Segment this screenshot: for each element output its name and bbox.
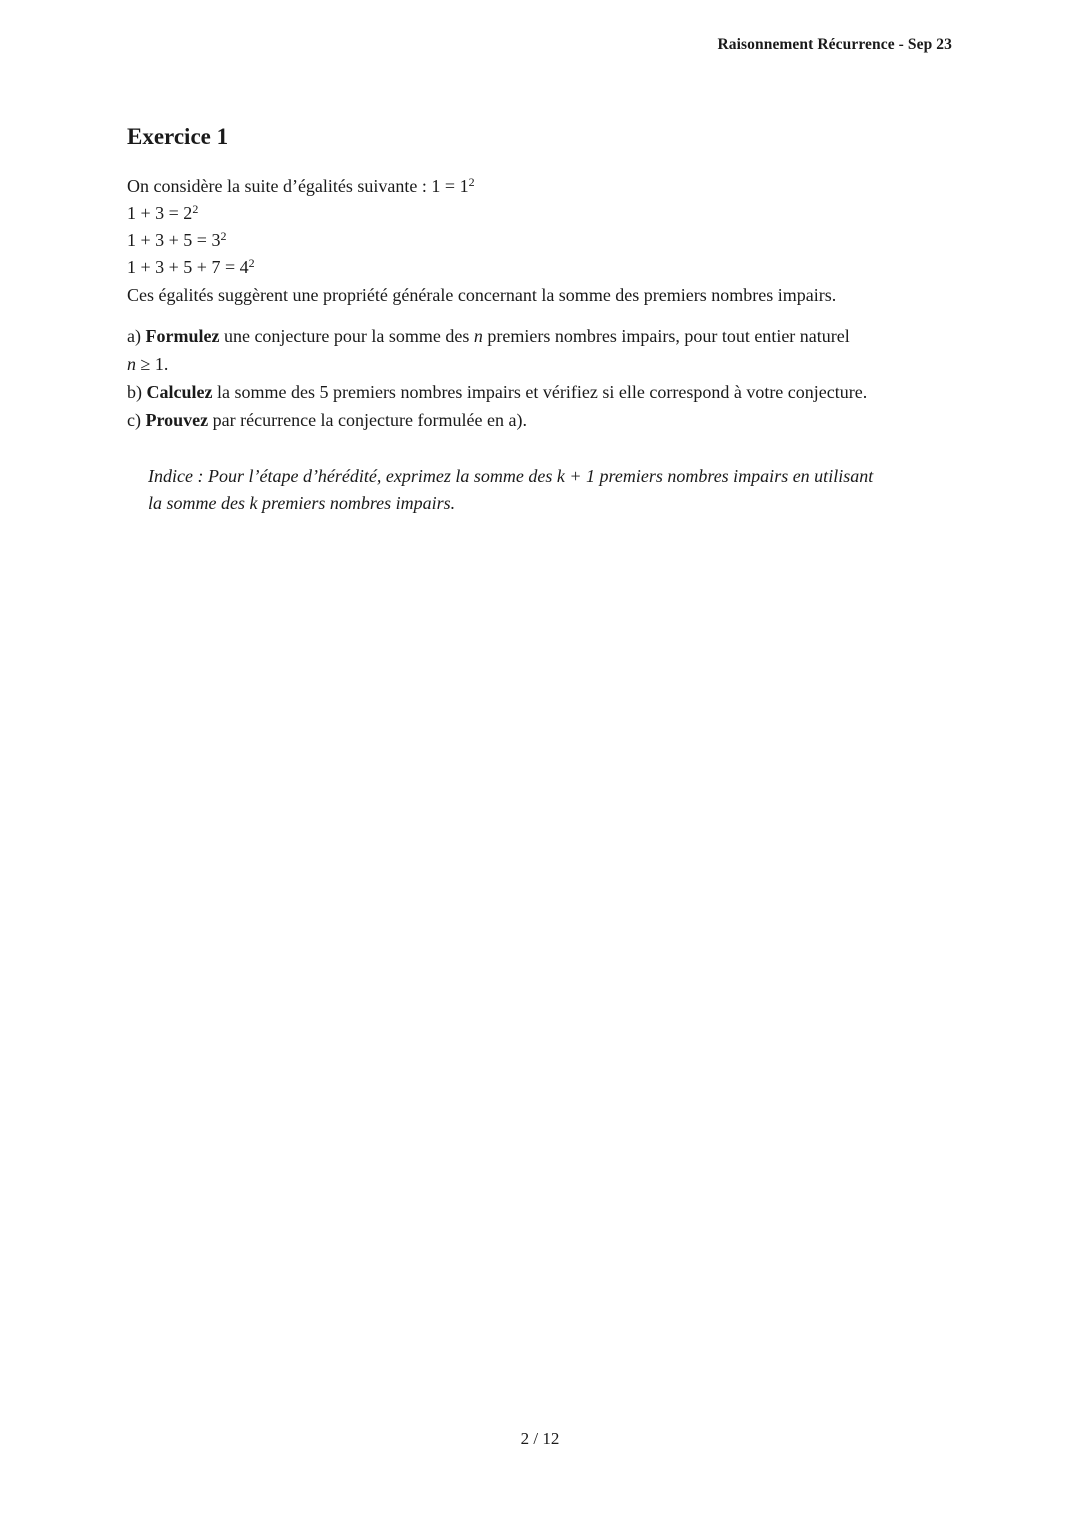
question-a-line2-text: ≥ 1. — [136, 354, 169, 375]
equation-line — [127, 254, 957, 281]
question-a-text-1: une conjecture pour la somme des — [219, 326, 474, 347]
equation-2-exponent: 2 — [220, 229, 227, 244]
hint-line2-text-2: premiers nombres impairs. — [257, 492, 456, 513]
page-number: 2 / 12 — [520, 1429, 560, 1448]
intro-equation-exponent: 2 — [468, 174, 475, 189]
hint-block — [148, 463, 957, 517]
page-footer — [0, 1429, 1080, 1449]
question-b-line — [127, 378, 957, 406]
question-a-verb: Formulez — [145, 326, 220, 347]
question-c-prefix: c) — [127, 410, 146, 431]
exercise-title: Exercice 1 — [127, 124, 229, 149]
hint-line2-math: k — [249, 492, 258, 513]
exercise-content — [127, 123, 957, 517]
question-b-text: la somme des 5 premiers nombres impairs et vérifiez si elle correspond à votre conjecture. — [212, 382, 868, 403]
intro-text: On considère la suite d’égalités suivante : — [127, 175, 432, 196]
questions-block — [127, 322, 957, 434]
question-a-prefix: a) — [127, 326, 146, 347]
equation-line — [127, 227, 957, 254]
question-a-text-2: premiers nombres impairs, pour tout entier naturel — [482, 326, 850, 347]
equation-2: 1 + 3 + 5 = 3 — [127, 230, 221, 251]
question-c-text: par récurrence la conjecture formulée en a). — [208, 410, 527, 431]
hint-line-1 — [148, 463, 957, 490]
question-b-verb: Calculez — [146, 382, 213, 403]
question-a-line-1 — [127, 322, 957, 350]
intro-block — [127, 173, 957, 309]
hint-line1-text-2: premiers nombres impairs en utilisant — [595, 466, 874, 487]
header-right-text: Raisonnement Récurrence - Sep 23 — [717, 36, 952, 53]
question-b-prefix: b) — [127, 382, 147, 403]
equation-3: 1 + 3 + 5 + 7 = 4 — [127, 257, 249, 278]
hint-line2-text-1: la somme des — [148, 492, 250, 513]
equation-line — [127, 200, 957, 227]
question-a-variable: n — [473, 326, 483, 347]
hint-line1-math: k + 1 — [556, 466, 596, 487]
equation-3-exponent: 2 — [248, 256, 255, 271]
question-c-verb: Prouvez — [145, 410, 209, 431]
summary-line: Ces égalités suggèrent une propriété générale concernant la somme des premiers nombres impairs. — [127, 284, 837, 305]
intro-line — [127, 173, 957, 200]
equation-1: 1 + 3 = 2 — [127, 202, 193, 223]
page-header — [0, 36, 952, 54]
question-a-line-2 — [127, 350, 957, 378]
equation-1-exponent: 2 — [192, 201, 199, 216]
intro-equation: 1 = 1 — [431, 175, 469, 196]
question-c-line — [127, 406, 957, 434]
hint-line-2 — [148, 490, 957, 517]
question-a-line2-variable: n — [127, 354, 136, 375]
hint-line1-text-1: Indice : Pour l’étape d’hérédité, exprimez la somme des — [148, 466, 557, 487]
